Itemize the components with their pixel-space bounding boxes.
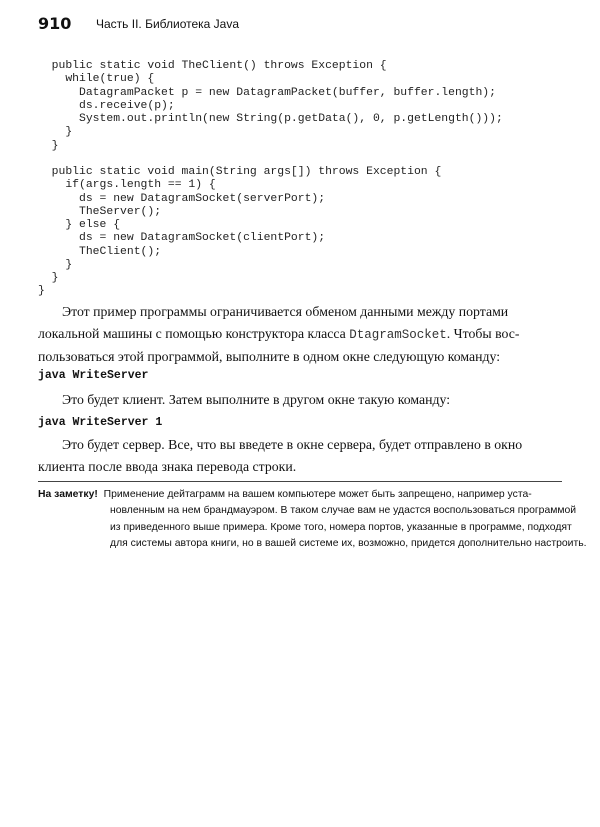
command-server: java WriteServer 1 (38, 416, 163, 429)
note-line3: из приведенного выше примера. Кроме того, номера портов, указанные в программе, подходят (110, 521, 572, 533)
paragraph-server-line1: Это будет сервер. Все, что вы введете в окне сервера, будет отправлено в окно (62, 437, 523, 452)
code-line: } (38, 285, 45, 298)
running-title: Часть II. Библиотека Java (96, 17, 240, 31)
code-line: public static void main(String args[]) throws Exception { (38, 166, 442, 178)
paragraph-intro-line2-end: . Чтобы вос- (446, 325, 520, 341)
code-line: TheServer(); (38, 205, 162, 218)
page-number: 910 (38, 14, 72, 33)
note-label: На заметку! (38, 489, 98, 500)
code-line: } (38, 258, 73, 271)
command-client: java WriteServer (38, 369, 149, 382)
code-line (38, 153, 503, 166)
code-line: TheClient(); (38, 245, 162, 258)
code-line: } (38, 139, 59, 152)
code-line: ds = new DatagramSocket(clientPort); (38, 232, 326, 245)
paragraph-server-line2: клиента после ввода знака перевода строки. (38, 458, 297, 474)
paragraph-intro (38, 301, 562, 368)
paragraph-intro-line1: Этот пример программы ограничивается обменом данными между портами (62, 304, 509, 319)
paragraph-server (38, 434, 562, 477)
code-line: } (38, 272, 59, 284)
note-box (38, 481, 587, 552)
code-listing (38, 60, 503, 299)
code-line: public static void TheClient() throws Exception { (38, 60, 387, 72)
code-line: if(args.length == 1) { (38, 179, 216, 192)
code-line: while(true) { (38, 73, 155, 86)
paragraph-client (38, 389, 562, 411)
code-line: DatagramPacket p = new DatagramPacket(buffer, buffer.length); (38, 86, 496, 99)
code-line: ds.receive(p); (38, 99, 175, 112)
code-line: } (38, 126, 73, 139)
paragraph-client-text: Это будет клиент. Затем выполните в другом окне такую команду: (62, 392, 451, 407)
note-line2: новленным на нем брандмауэром. В таком случае вам не удастся воспользоваться программой (110, 505, 577, 517)
code-line: ds = new DatagramSocket(serverPort); (38, 192, 326, 205)
inline-code-class-name: DtagramSocket (349, 327, 447, 342)
paragraph-intro-line2-start: локальной машины с помощью конструктора класса (38, 325, 350, 341)
code-line: System.out.println(new String(p.getData(), 0, p.getLength())); (38, 113, 503, 125)
code-line: } else { (38, 219, 121, 231)
paragraph-intro-line3: пользоваться этой программой, выполните в одном окне следующую команду: (38, 349, 501, 364)
note-line1: Применение дейтаграмм на вашем компьютере может быть запрещено, например уста- (103, 489, 532, 500)
note-line4: для системы автора книги, но в вашей системе их, возможно, придется дополнительно настроить. (110, 537, 587, 549)
